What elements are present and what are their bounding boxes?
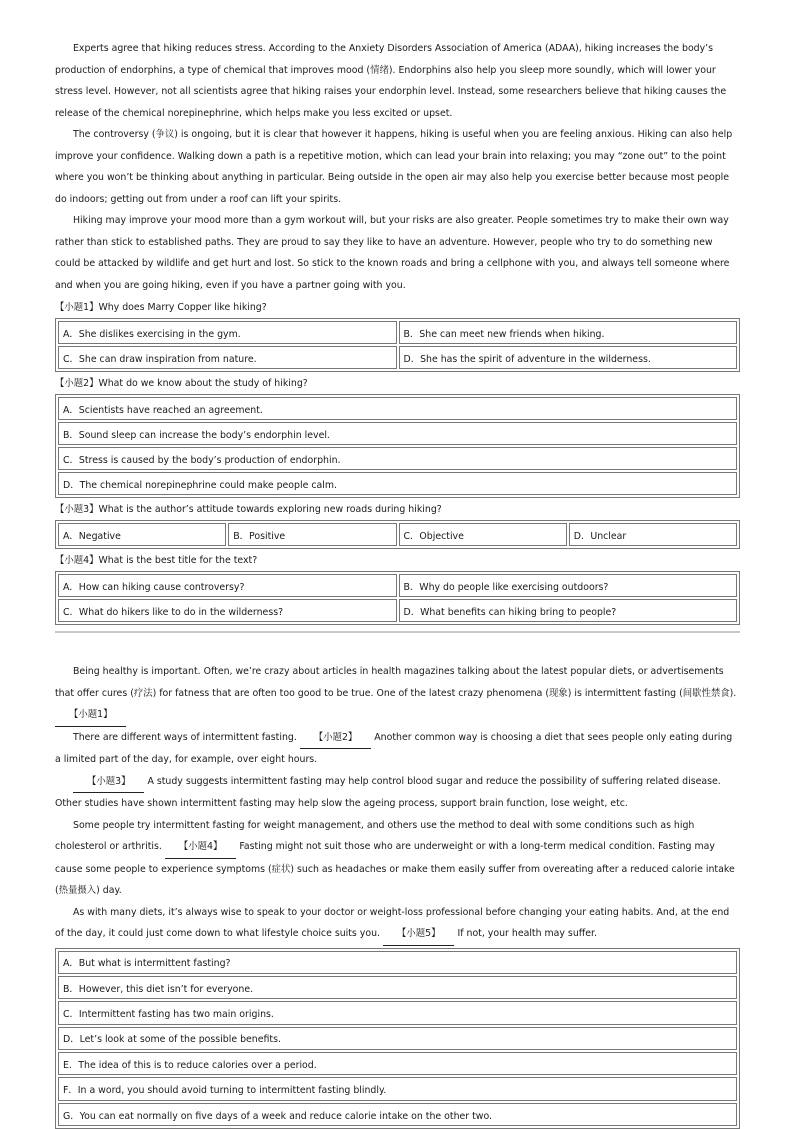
p2-text-2b: Another common way is choosing a diet that sees people only eating during a limited part of the day, for example, over eight hours.: [55, 732, 732, 766]
passage2-options: [55, 948, 740, 1129]
q4-option-b[interactable]: B．Why do people like exercising outdoors?: [399, 574, 738, 597]
q4-option-a[interactable]: A．How can hiking cause controversy?: [58, 574, 397, 597]
question-2-options: [55, 394, 740, 498]
passage1-paragraph-2: The controversy (争议) is ongoing, but it is clear that however it happens, hiking is useful when you are feeling anxious. Hiking can also help improve your confidence. Walking down a path is a repetitive motion, which can lead your brain into relaxing; you may “zone out” to the point where you won’t be thinking about anything in particular. Being outside in the open air may also help you exercise better because most people do indoors; getting out from under a roof can lift your spirits.: [55, 124, 740, 210]
passage2-paragraph-2: [55, 727, 740, 771]
p2-text-1: Being healthy is important. Often, we’re crazy about articles in health magazines talking about the latest popular diets, or advertisements that offer cures (疗法) for fatness that are often too good to be true. One of the latest crazy phenomena (现象) is intermittent fasting (间歇性禁食).: [55, 666, 736, 699]
question-4-options: [55, 571, 740, 625]
passage2-paragraph-3: [55, 771, 740, 815]
question-3-title: 【小题3】What is the author’s attitude towards exploring new roads during hiking?: [55, 500, 740, 520]
question-1-title: 【小题1】Why does Marry Copper like hiking?: [55, 298, 740, 318]
blank-3[interactable]: 【小题3】: [73, 771, 144, 794]
p2-text-5: As with many diets, it’s always wise to speak to your doctor or weight-loss professional before changing your eating habits. And, at the end of the day, it could just come down to what lifestyle choice suits you.: [55, 907, 729, 940]
q2-option-c[interactable]: C．Stress is caused by the body’s production of endorphin.: [58, 447, 737, 470]
blank-1[interactable]: 【小题1】: [55, 704, 126, 727]
p2-text-5b: If not, your health may suffer.: [457, 928, 597, 939]
question-3-options: [55, 520, 740, 549]
p2-text-4: Some people try intermittent fasting for weight management, and others use the method to deal with some conditions such as high cholesterol or arthritis.: [55, 820, 694, 853]
passage1-paragraph-3: Hiking may improve your mood more than a gym workout will, but your risks are also greater. People sometimes try to make their own way rather than stick to established paths. They are proud to say they like to have an adventure. However, people who try to do something new could be attacked by wildlife and get hurt and lost. So stick to the known roads and bring a cellphone with you, and always tell someone where and when you are going hiking, even if you have a partner going with you.: [55, 210, 740, 296]
question-2-title: 【小题2】What do we know about the study of hiking?: [55, 374, 740, 394]
passage2-paragraph-5: [55, 902, 740, 946]
q3-option-c[interactable]: C．Objective: [399, 523, 567, 546]
p2-option-c[interactable]: C．Intermittent fasting has two main origins.: [58, 1001, 737, 1024]
p2-text-3: A study suggests intermittent fasting may help control blood sugar and reduce the possibility of suffering related disease. Other studies have shown intermittent fasting may help slow the ageing process, support brain function, lose weight, etc.: [55, 776, 721, 810]
passage2-paragraph-1: [55, 661, 740, 727]
q3-option-b[interactable]: B．Positive: [228, 523, 396, 546]
question-1-options: [55, 318, 740, 372]
p2-text-4b: Fasting might not suit those who are underweight or with a long-term medical condition. Fasting may cause some people to experience symptoms (症状) such as headaches or make them easily suffer from overeating after a reduced calorie intake (热量摄入) day.: [55, 841, 735, 896]
p2-option-d[interactable]: D．Let’s look at some of the possible benefits.: [58, 1027, 737, 1050]
q3-option-d[interactable]: D．Unclear: [569, 523, 737, 546]
q1-option-a[interactable]: A．She dislikes exercising in the gym.: [58, 321, 397, 344]
p2-text-2: There are different ways of intermittent fasting.: [73, 732, 297, 743]
blank-4[interactable]: 【小题4】: [165, 836, 236, 859]
p2-option-f[interactable]: F．In a word, you should avoid turning to intermittent fasting blindly.: [58, 1077, 737, 1100]
q4-option-c[interactable]: C．What do hikers like to do in the wilderness?: [58, 599, 397, 622]
blank-5[interactable]: 【小题5】: [383, 923, 454, 946]
passage2-paragraph-4: [55, 815, 740, 902]
q3-option-a[interactable]: A．Negative: [58, 523, 226, 546]
q1-option-b[interactable]: B．She can meet new friends when hiking.: [399, 321, 738, 344]
blank-2[interactable]: 【小题2】: [300, 727, 371, 750]
question-4-title: 【小题4】What is the best title for the text?: [55, 551, 740, 571]
section-divider: [55, 631, 740, 633]
q1-option-c[interactable]: C．She can draw inspiration from nature.: [58, 346, 397, 369]
q1-option-d[interactable]: D．She has the spirit of adventure in the wilderness.: [399, 346, 738, 369]
p2-option-a[interactable]: A．But what is intermittent fasting?: [58, 951, 737, 974]
q4-option-d[interactable]: D．What benefits can hiking bring to people?: [399, 599, 738, 622]
p2-option-g[interactable]: G．You can eat normally on five days of a week and reduce calorie intake on the other two.: [58, 1103, 737, 1126]
exam-page: [55, 38, 740, 1129]
q2-option-d[interactable]: D．The chemical norepinephrine could make people calm.: [58, 472, 737, 495]
p2-option-b[interactable]: B．However, this diet isn’t for everyone.: [58, 976, 737, 999]
passage1-paragraph-1: Experts agree that hiking reduces stress. According to the Anxiety Disorders Association of America (ADAA), hiking increases the body’s production of endorphins, a type of chemical that improves mood (情绪). Endorphins also help you sleep more soundly, which will lower your stress level. However, not all scientists agree that hiking raises your endorphin level. Instead, some researchers believe that hiking causes the release of the chemical norepinephrine, which helps make you less excited or upset.: [55, 38, 740, 124]
p2-option-e[interactable]: E．The idea of this is to reduce calories over a period.: [58, 1052, 737, 1075]
q2-option-a[interactable]: A．Scientists have reached an agreement.: [58, 397, 737, 420]
q2-option-b[interactable]: B．Sound sleep can increase the body’s endorphin level.: [58, 422, 737, 445]
